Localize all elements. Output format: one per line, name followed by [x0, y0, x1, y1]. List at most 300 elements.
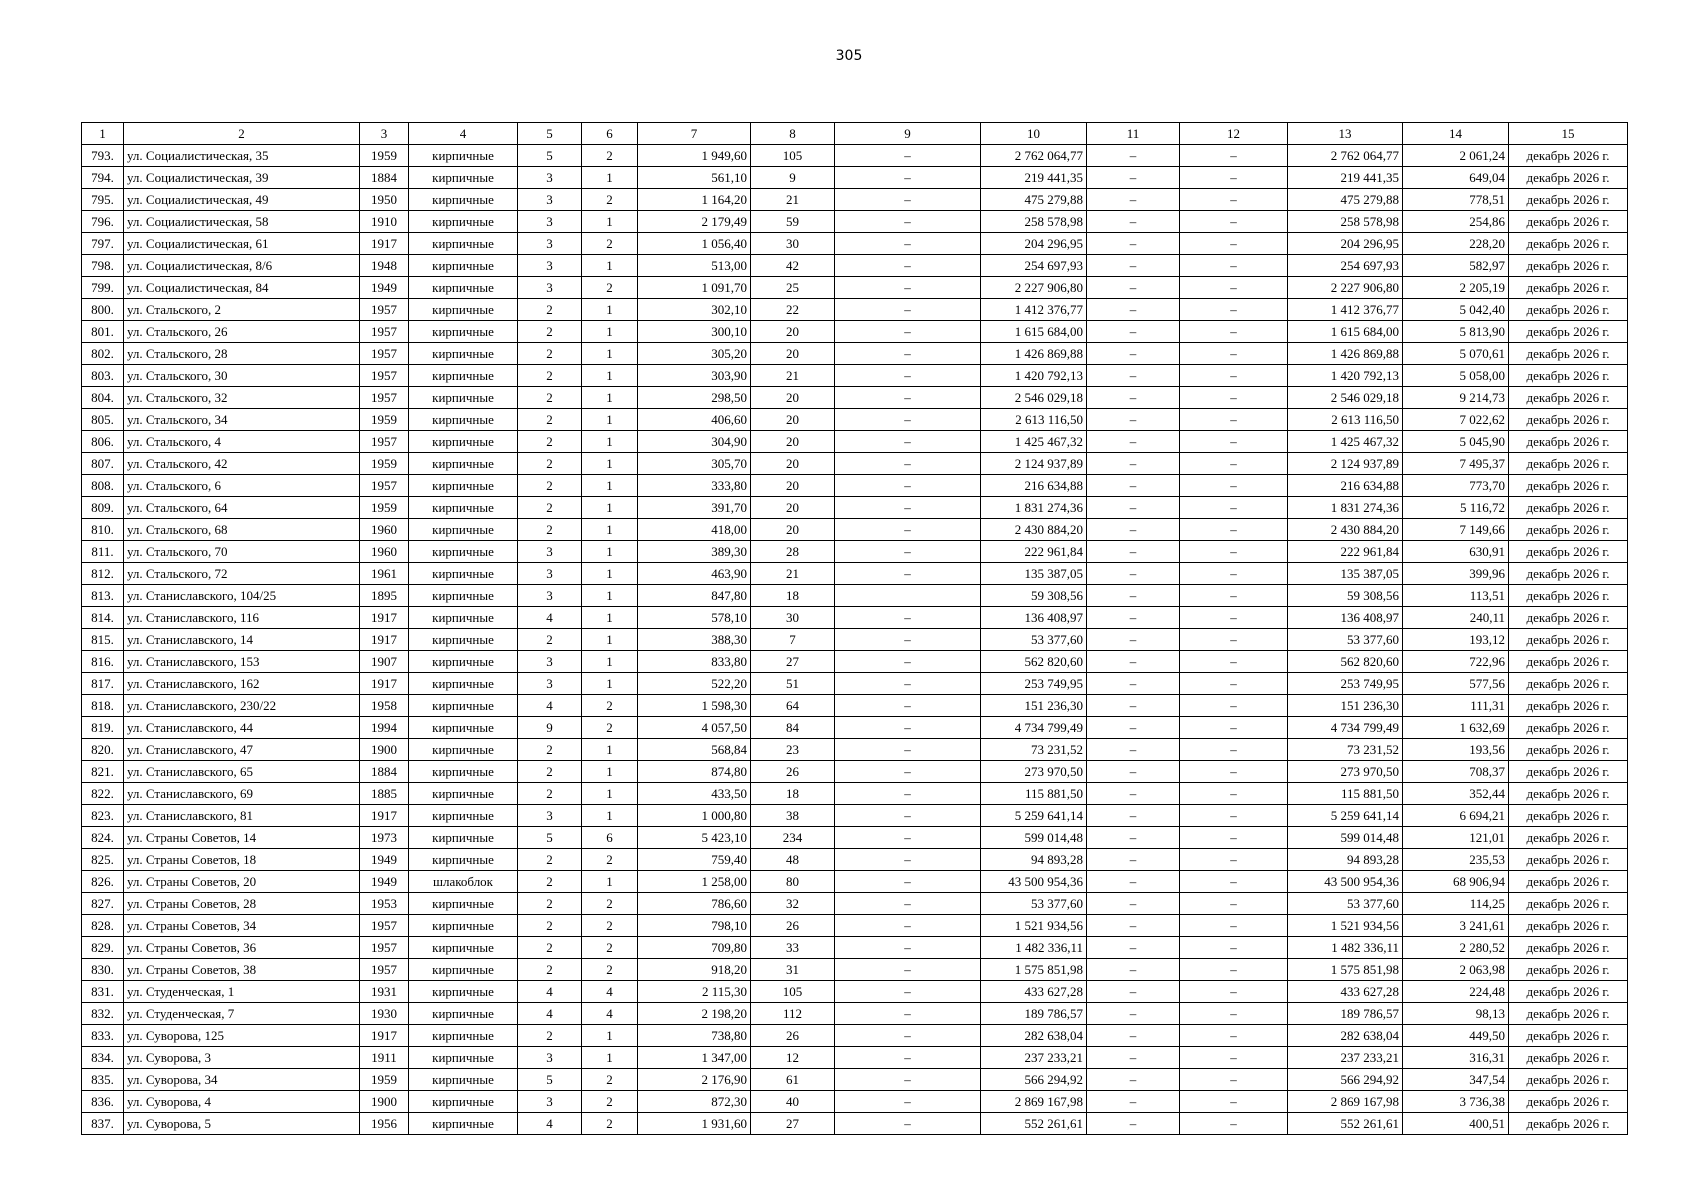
col14-cell: 347,54 — [1403, 1069, 1509, 1091]
deadline-cell: декабрь 2026 г. — [1509, 585, 1628, 607]
area-cell: 847,80 — [638, 585, 751, 607]
area-cell: 872,30 — [638, 1091, 751, 1113]
floors-cell: 2 — [518, 959, 582, 981]
wall-material-cell: кирпичные — [409, 673, 518, 695]
col11-cell: – — [1087, 409, 1180, 431]
area-cell: 2 198,20 — [638, 1003, 751, 1025]
col10-cell: 43 500 954,36 — [981, 871, 1087, 893]
col11-cell: – — [1087, 761, 1180, 783]
col11-cell: – — [1087, 871, 1180, 893]
year-cell: 1931 — [360, 981, 409, 1003]
entrances-cell: 2 — [582, 1113, 638, 1135]
col14-cell: 582,97 — [1403, 255, 1509, 277]
year-cell: 1950 — [360, 189, 409, 211]
col12-cell: – — [1180, 541, 1288, 563]
table-row — [82, 1047, 1628, 1069]
col14-cell: 5 058,00 — [1403, 365, 1509, 387]
row-number: 810. — [82, 519, 124, 541]
col11-cell: – — [1087, 739, 1180, 761]
col13-cell: 1 831 274,36 — [1288, 497, 1403, 519]
col9-cell: – — [835, 189, 981, 211]
col13-cell: 475 279,88 — [1288, 189, 1403, 211]
col10-cell: 1 575 851,98 — [981, 959, 1087, 981]
wall-material-cell: кирпичные — [409, 453, 518, 475]
entrances-cell: 1 — [582, 629, 638, 651]
table-row — [82, 981, 1628, 1003]
address-cell: ул. Стальского, 2 — [124, 299, 360, 321]
area-cell: 333,80 — [638, 475, 751, 497]
col12-cell: – — [1180, 365, 1288, 387]
address-cell: ул. Станиславского, 104/25 — [124, 585, 360, 607]
col14-cell: 2 205,19 — [1403, 277, 1509, 299]
entrances-cell: 2 — [582, 717, 638, 739]
floors-cell: 2 — [518, 299, 582, 321]
residents-cell: 234 — [751, 827, 835, 849]
address-cell: ул. Станиславского, 69 — [124, 783, 360, 805]
col14-cell: 7 495,37 — [1403, 453, 1509, 475]
col10-cell: 73 231,52 — [981, 739, 1087, 761]
wall-material-cell: шлакоблок — [409, 871, 518, 893]
deadline-cell: декабрь 2026 г. — [1509, 145, 1628, 167]
col10-cell: 1 425 467,32 — [981, 431, 1087, 453]
address-cell: ул. Социалистическая, 58 — [124, 211, 360, 233]
col12-cell: – — [1180, 871, 1288, 893]
residents-cell: 105 — [751, 981, 835, 1003]
col12-cell: – — [1180, 695, 1288, 717]
area-cell: 305,70 — [638, 453, 751, 475]
entrances-cell: 1 — [582, 409, 638, 431]
area-cell: 2 179,49 — [638, 211, 751, 233]
year-cell: 1949 — [360, 277, 409, 299]
address-cell: ул. Социалистическая, 35 — [124, 145, 360, 167]
col9-cell: – — [835, 893, 981, 915]
col10-cell: 2 124 937,89 — [981, 453, 1087, 475]
year-cell: 1957 — [360, 387, 409, 409]
col9-cell: – — [835, 673, 981, 695]
col12-cell: – — [1180, 937, 1288, 959]
col13-cell: 433 627,28 — [1288, 981, 1403, 1003]
residents-cell: 40 — [751, 1091, 835, 1113]
deadline-cell: декабрь 2026 г. — [1509, 365, 1628, 387]
wall-material-cell: кирпичные — [409, 1025, 518, 1047]
address-cell: ул. Страны Советов, 34 — [124, 915, 360, 937]
table-row — [82, 673, 1628, 695]
entrances-cell: 1 — [582, 343, 638, 365]
col9-cell — [835, 585, 981, 607]
col11-cell: – — [1087, 607, 1180, 629]
address-cell: ул. Студенческая, 7 — [124, 1003, 360, 1025]
area-cell: 833,80 — [638, 651, 751, 673]
column-header: 12 — [1180, 123, 1288, 145]
residents-cell: 30 — [751, 233, 835, 255]
col10-cell: 53 377,60 — [981, 893, 1087, 915]
entrances-cell: 1 — [582, 585, 638, 607]
area-cell: 759,40 — [638, 849, 751, 871]
residents-cell: 20 — [751, 321, 835, 343]
year-cell: 1949 — [360, 871, 409, 893]
col13-cell: 59 308,56 — [1288, 585, 1403, 607]
entrances-cell: 1 — [582, 431, 638, 453]
floors-cell: 2 — [518, 431, 582, 453]
col10-cell: 53 377,60 — [981, 629, 1087, 651]
col11-cell: – — [1087, 299, 1180, 321]
address-cell: ул. Страны Советов, 38 — [124, 959, 360, 981]
entrances-cell: 4 — [582, 981, 638, 1003]
col10-cell: 566 294,92 — [981, 1069, 1087, 1091]
col14-cell: 9 214,73 — [1403, 387, 1509, 409]
wall-material-cell: кирпичные — [409, 431, 518, 453]
col13-cell: 253 749,95 — [1288, 673, 1403, 695]
col14-cell: 708,37 — [1403, 761, 1509, 783]
address-cell: ул. Стальского, 32 — [124, 387, 360, 409]
column-header: 5 — [518, 123, 582, 145]
table-row — [82, 431, 1628, 453]
area-cell: 1 258,00 — [638, 871, 751, 893]
address-cell: ул. Станиславского, 162 — [124, 673, 360, 695]
col11-cell: – — [1087, 695, 1180, 717]
col12-cell: – — [1180, 343, 1288, 365]
col9-cell: – — [835, 1025, 981, 1047]
area-cell: 1 000,80 — [638, 805, 751, 827]
col11-cell: – — [1087, 145, 1180, 167]
col14-cell: 6 694,21 — [1403, 805, 1509, 827]
entrances-cell: 1 — [582, 365, 638, 387]
wall-material-cell: кирпичные — [409, 695, 518, 717]
deadline-cell: декабрь 2026 г. — [1509, 937, 1628, 959]
floors-cell: 2 — [518, 937, 582, 959]
table-row — [82, 629, 1628, 651]
table-row — [82, 233, 1628, 255]
entrances-cell: 1 — [582, 475, 638, 497]
wall-material-cell: кирпичные — [409, 1069, 518, 1091]
residents-cell: 80 — [751, 871, 835, 893]
col10-cell: 2 227 906,80 — [981, 277, 1087, 299]
address-cell: ул. Социалистическая, 39 — [124, 167, 360, 189]
col14-cell: 68 906,94 — [1403, 871, 1509, 893]
col13-cell: 2 430 884,20 — [1288, 519, 1403, 541]
address-cell: ул. Суворова, 34 — [124, 1069, 360, 1091]
table-row — [82, 959, 1628, 981]
column-header: 4 — [409, 123, 518, 145]
year-cell: 1994 — [360, 717, 409, 739]
col11-cell: – — [1087, 497, 1180, 519]
col12-cell: – — [1180, 629, 1288, 651]
col10-cell: 1 521 934,56 — [981, 915, 1087, 937]
col11-cell: – — [1087, 651, 1180, 673]
floors-cell: 5 — [518, 1069, 582, 1091]
col12-cell: – — [1180, 409, 1288, 431]
year-cell: 1884 — [360, 761, 409, 783]
col11-cell: – — [1087, 211, 1180, 233]
col10-cell: 94 893,28 — [981, 849, 1087, 871]
wall-material-cell: кирпичные — [409, 585, 518, 607]
wall-material-cell: кирпичные — [409, 937, 518, 959]
wall-material-cell: кирпичные — [409, 321, 518, 343]
col14-cell: 121,01 — [1403, 827, 1509, 849]
deadline-cell: декабрь 2026 г. — [1509, 1113, 1628, 1135]
year-cell: 1953 — [360, 893, 409, 915]
col14-cell: 114,25 — [1403, 893, 1509, 915]
floors-cell: 3 — [518, 233, 582, 255]
residents-cell: 20 — [751, 343, 835, 365]
col9-cell: – — [835, 475, 981, 497]
col14-cell: 577,56 — [1403, 673, 1509, 695]
floors-cell: 2 — [518, 739, 582, 761]
area-cell: 406,60 — [638, 409, 751, 431]
year-cell: 1957 — [360, 365, 409, 387]
col14-cell: 254,86 — [1403, 211, 1509, 233]
col10-cell: 2 869 167,98 — [981, 1091, 1087, 1113]
col13-cell: 258 578,98 — [1288, 211, 1403, 233]
col9-cell: – — [835, 233, 981, 255]
entrances-cell: 2 — [582, 1091, 638, 1113]
address-cell: ул. Страны Советов, 14 — [124, 827, 360, 849]
col11-cell: – — [1087, 431, 1180, 453]
residents-cell: 59 — [751, 211, 835, 233]
residents-cell: 23 — [751, 739, 835, 761]
col10-cell: 2 762 064,77 — [981, 145, 1087, 167]
address-cell: ул. Суворова, 4 — [124, 1091, 360, 1113]
area-cell: 1 091,70 — [638, 277, 751, 299]
floors-cell: 2 — [518, 409, 582, 431]
col13-cell: 237 233,21 — [1288, 1047, 1403, 1069]
col11-cell: – — [1087, 585, 1180, 607]
column-number-row — [82, 123, 1628, 145]
deadline-cell: декабрь 2026 г. — [1509, 783, 1628, 805]
wall-material-cell: кирпичные — [409, 783, 518, 805]
address-cell: ул. Страны Советов, 28 — [124, 893, 360, 915]
year-cell: 1949 — [360, 849, 409, 871]
deadline-cell: декабрь 2026 г. — [1509, 871, 1628, 893]
col13-cell: 2 613 116,50 — [1288, 409, 1403, 431]
deadline-cell: декабрь 2026 г. — [1509, 255, 1628, 277]
wall-material-cell: кирпичные — [409, 915, 518, 937]
col14-cell: 5 116,72 — [1403, 497, 1509, 519]
entrances-cell: 2 — [582, 959, 638, 981]
table-row — [82, 409, 1628, 431]
address-cell: ул. Стальского, 72 — [124, 563, 360, 585]
wall-material-cell: кирпичные — [409, 409, 518, 431]
col10-cell: 189 786,57 — [981, 1003, 1087, 1025]
entrances-cell: 1 — [582, 871, 638, 893]
table-row — [82, 1003, 1628, 1025]
col14-cell: 7 022,62 — [1403, 409, 1509, 431]
col9-cell: – — [835, 167, 981, 189]
col9-cell: – — [835, 563, 981, 585]
column-header: 6 — [582, 123, 638, 145]
year-cell: 1961 — [360, 563, 409, 585]
deadline-cell: декабрь 2026 г. — [1509, 651, 1628, 673]
col14-cell: 240,11 — [1403, 607, 1509, 629]
entrances-cell: 1 — [582, 673, 638, 695]
year-cell: 1957 — [360, 431, 409, 453]
floors-cell: 3 — [518, 189, 582, 211]
year-cell: 1959 — [360, 453, 409, 475]
col10-cell: 4 734 799,49 — [981, 717, 1087, 739]
wall-material-cell: кирпичные — [409, 1091, 518, 1113]
col11-cell: – — [1087, 717, 1180, 739]
col14-cell: 2 280,52 — [1403, 937, 1509, 959]
col14-cell: 113,51 — [1403, 585, 1509, 607]
col13-cell: 273 970,50 — [1288, 761, 1403, 783]
table-row — [82, 805, 1628, 827]
residents-cell: 20 — [751, 453, 835, 475]
deadline-cell: декабрь 2026 г. — [1509, 409, 1628, 431]
floors-cell: 2 — [518, 497, 582, 519]
year-cell: 1958 — [360, 695, 409, 717]
table-row — [82, 893, 1628, 915]
col11-cell: – — [1087, 673, 1180, 695]
table-row — [82, 1113, 1628, 1135]
wall-material-cell: кирпичные — [409, 519, 518, 541]
col9-cell: – — [835, 805, 981, 827]
col13-cell: 222 961,84 — [1288, 541, 1403, 563]
col13-cell: 566 294,92 — [1288, 1069, 1403, 1091]
col13-cell: 1 615 684,00 — [1288, 321, 1403, 343]
area-cell: 2 115,30 — [638, 981, 751, 1003]
residents-cell: 7 — [751, 629, 835, 651]
col12-cell: – — [1180, 761, 1288, 783]
residents-cell: 112 — [751, 1003, 835, 1025]
wall-material-cell: кирпичные — [409, 233, 518, 255]
col10-cell: 1 482 336,11 — [981, 937, 1087, 959]
floors-cell: 5 — [518, 145, 582, 167]
col14-cell: 649,04 — [1403, 167, 1509, 189]
col13-cell: 204 296,95 — [1288, 233, 1403, 255]
col9-cell: – — [835, 607, 981, 629]
year-cell: 1957 — [360, 475, 409, 497]
entrances-cell: 1 — [582, 805, 638, 827]
wall-material-cell: кирпичные — [409, 299, 518, 321]
col10-cell: 254 697,93 — [981, 255, 1087, 277]
table-row — [82, 1091, 1628, 1113]
deadline-cell: декабрь 2026 г. — [1509, 497, 1628, 519]
row-number: 828. — [82, 915, 124, 937]
col12-cell: – — [1180, 1025, 1288, 1047]
col10-cell: 222 961,84 — [981, 541, 1087, 563]
table-row — [82, 343, 1628, 365]
col11-cell: – — [1087, 255, 1180, 277]
address-cell: ул. Суворова, 125 — [124, 1025, 360, 1047]
table-row — [82, 761, 1628, 783]
col12-cell: – — [1180, 585, 1288, 607]
deadline-cell: декабрь 2026 г. — [1509, 321, 1628, 343]
wall-material-cell: кирпичные — [409, 827, 518, 849]
entrances-cell: 1 — [582, 783, 638, 805]
col9-cell: – — [835, 211, 981, 233]
table-row — [82, 563, 1628, 585]
floors-cell: 2 — [518, 1025, 582, 1047]
col13-cell: 1 412 376,77 — [1288, 299, 1403, 321]
col14-cell: 449,50 — [1403, 1025, 1509, 1047]
col9-cell: – — [835, 255, 981, 277]
wall-material-cell: кирпичные — [409, 893, 518, 915]
col10-cell: 475 279,88 — [981, 189, 1087, 211]
year-cell: 1973 — [360, 827, 409, 849]
entrances-cell: 1 — [582, 321, 638, 343]
address-cell: ул. Стальского, 6 — [124, 475, 360, 497]
col10-cell: 273 970,50 — [981, 761, 1087, 783]
col11-cell: – — [1087, 1047, 1180, 1069]
col11-cell: – — [1087, 167, 1180, 189]
deadline-cell: декабрь 2026 г. — [1509, 233, 1628, 255]
address-cell: ул. Страны Советов, 36 — [124, 937, 360, 959]
table-row — [82, 541, 1628, 563]
deadline-cell: декабрь 2026 г. — [1509, 387, 1628, 409]
column-header: 8 — [751, 123, 835, 145]
deadline-cell: декабрь 2026 г. — [1509, 1025, 1628, 1047]
col9-cell: – — [835, 409, 981, 431]
residents-cell: 12 — [751, 1047, 835, 1069]
residents-cell: 18 — [751, 783, 835, 805]
residents-cell: 26 — [751, 1025, 835, 1047]
floors-cell: 3 — [518, 805, 582, 827]
residents-cell: 27 — [751, 651, 835, 673]
col11-cell: – — [1087, 189, 1180, 211]
col13-cell: 1 575 851,98 — [1288, 959, 1403, 981]
row-number: 814. — [82, 607, 124, 629]
year-cell: 1957 — [360, 959, 409, 981]
col9-cell: – — [835, 651, 981, 673]
wall-material-cell: кирпичные — [409, 343, 518, 365]
deadline-cell: декабрь 2026 г. — [1509, 849, 1628, 871]
col11-cell: – — [1087, 321, 1180, 343]
col10-cell: 599 014,48 — [981, 827, 1087, 849]
col12-cell: – — [1180, 1047, 1288, 1069]
col11-cell: – — [1087, 277, 1180, 299]
col14-cell: 722,96 — [1403, 651, 1509, 673]
deadline-cell: декабрь 2026 г. — [1509, 475, 1628, 497]
address-cell: ул. Социалистическая, 8/6 — [124, 255, 360, 277]
col13-cell: 2 869 167,98 — [1288, 1091, 1403, 1113]
year-cell: 1911 — [360, 1047, 409, 1069]
col13-cell: 43 500 954,36 — [1288, 871, 1403, 893]
wall-material-cell: кирпичные — [409, 959, 518, 981]
floors-cell: 3 — [518, 211, 582, 233]
col9-cell: – — [835, 783, 981, 805]
entrances-cell: 1 — [582, 453, 638, 475]
entrances-cell: 1 — [582, 1047, 638, 1069]
deadline-cell: декабрь 2026 г. — [1509, 1091, 1628, 1113]
floors-cell: 2 — [518, 915, 582, 937]
address-cell: ул. Страны Советов, 18 — [124, 849, 360, 871]
col9-cell: – — [835, 1003, 981, 1025]
entrances-cell: 1 — [582, 167, 638, 189]
col13-cell: 189 786,57 — [1288, 1003, 1403, 1025]
housing-registry-table — [81, 122, 1628, 1135]
wall-material-cell: кирпичные — [409, 255, 518, 277]
deadline-cell: декабрь 2026 г. — [1509, 1047, 1628, 1069]
area-cell: 304,90 — [638, 431, 751, 453]
col11-cell: – — [1087, 1113, 1180, 1135]
col14-cell: 224,48 — [1403, 981, 1509, 1003]
residents-cell: 26 — [751, 915, 835, 937]
col12-cell: – — [1180, 453, 1288, 475]
deadline-cell: декабрь 2026 г. — [1509, 563, 1628, 585]
area-cell: 1 164,20 — [638, 189, 751, 211]
column-header: 13 — [1288, 123, 1403, 145]
area-cell: 4 057,50 — [638, 717, 751, 739]
address-cell: ул. Стальского, 26 — [124, 321, 360, 343]
year-cell: 1885 — [360, 783, 409, 805]
col9-cell: – — [835, 717, 981, 739]
row-number: 804. — [82, 387, 124, 409]
address-cell: ул. Стальского, 64 — [124, 497, 360, 519]
deadline-cell: декабрь 2026 г. — [1509, 607, 1628, 629]
area-cell: 388,30 — [638, 629, 751, 651]
entrances-cell: 2 — [582, 915, 638, 937]
col14-cell: 352,44 — [1403, 783, 1509, 805]
